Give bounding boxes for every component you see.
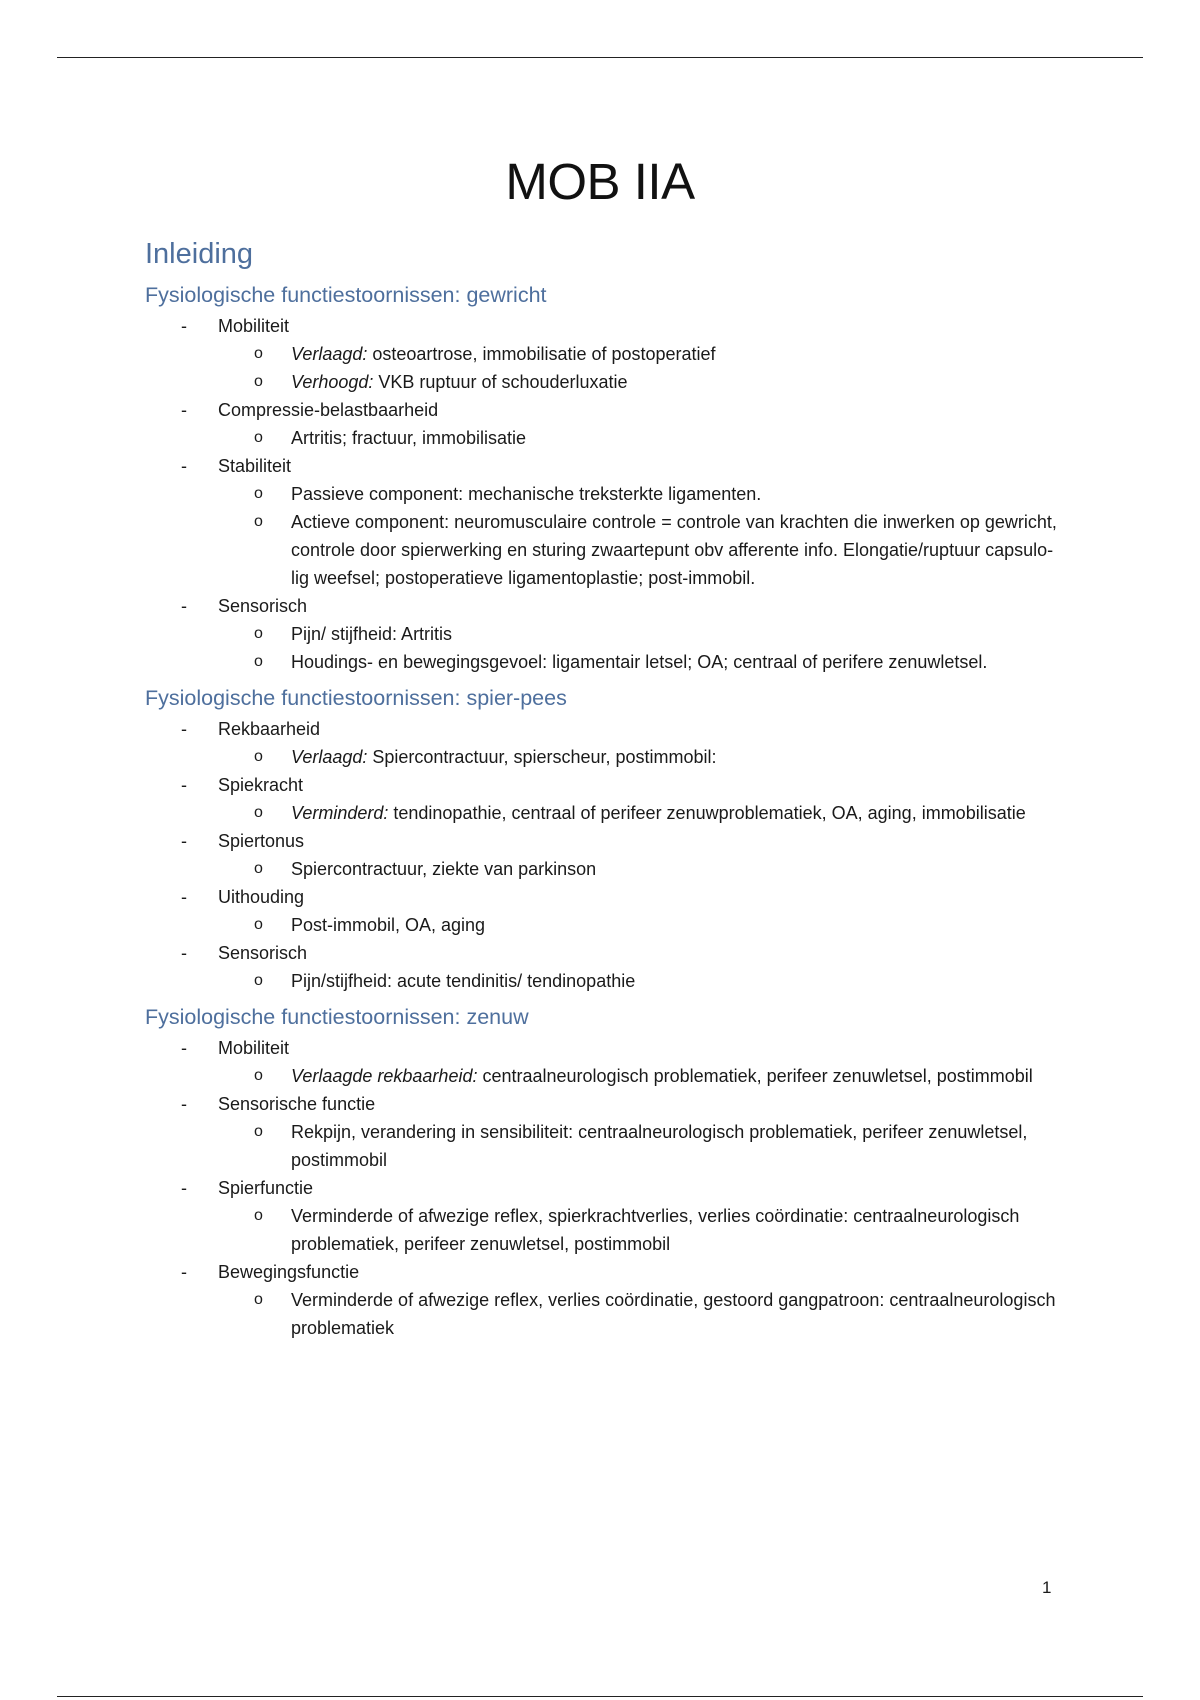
sub-list-item xyxy=(218,508,1065,592)
sub-list xyxy=(218,1202,1065,1258)
sub-list-item xyxy=(218,1202,1065,1258)
sub-item-text xyxy=(291,372,628,392)
sub-list-item xyxy=(218,799,1065,827)
list-item xyxy=(145,827,1065,883)
circle-bullet: o xyxy=(254,513,263,530)
sub-item-body: Spiercontractuur, spierscheur, postimmobil: xyxy=(367,747,717,767)
circle-bullet: o xyxy=(254,485,263,502)
sub-list-item xyxy=(218,967,1065,995)
sub-item-body: tendinopathie, centraal of perifeer zenuwproblematiek, OA, aging, immobilisatie xyxy=(388,803,1026,823)
circle-bullet: o xyxy=(254,916,263,933)
dash-bullet: - xyxy=(181,719,187,739)
circle-bullet: o xyxy=(254,1123,263,1140)
subsection-title: Fysiologische functiestoornissen: zenuw xyxy=(145,1005,529,1029)
list-item xyxy=(145,715,1065,771)
page-number: 1 xyxy=(1042,1578,1052,1597)
circle-bullet: o xyxy=(254,860,263,877)
sub-list xyxy=(218,1286,1065,1342)
list-item xyxy=(145,771,1065,827)
sub-item-body: Pijn/ stijfheid: Artritis xyxy=(291,624,453,644)
dash-bullet: - xyxy=(181,775,187,795)
subsection-title: Fysiologische functiestoornissen: gewricht xyxy=(145,283,547,307)
list-item-label: Uithouding xyxy=(218,887,305,907)
bullet-list xyxy=(145,312,1065,676)
sub-list xyxy=(218,1062,1065,1090)
dash-bullet: - xyxy=(181,1178,187,1198)
sub-item-body: Houdings- en bewegingsgevoel: ligamentair letsel; OA; centraal of perifere zenuwletsel. xyxy=(291,652,988,672)
sub-item-text xyxy=(291,915,485,935)
sub-list-item xyxy=(218,1062,1065,1090)
list-item xyxy=(145,939,1065,995)
list-item xyxy=(145,883,1065,939)
circle-bullet: o xyxy=(254,748,263,765)
list-item-label: Mobiliteit xyxy=(218,1038,290,1058)
sub-list xyxy=(218,911,1065,939)
dash-bullet: - xyxy=(181,1262,187,1282)
sub-item-body: Rekpijn, verandering in sensibiliteit: centraalneurologisch problematiek, perifeer zenuwletsel, postimmobil xyxy=(291,1122,1028,1170)
sub-item-text xyxy=(291,1066,1033,1086)
sub-item-body: Passieve component: mechanische treksterkte ligamenten. xyxy=(291,484,762,504)
emphasis-label: Verlaagde rekbaarheid: xyxy=(291,1066,478,1086)
sub-list-item xyxy=(218,648,1065,676)
sub-item-text xyxy=(291,747,717,767)
circle-bullet: o xyxy=(254,1067,263,1084)
list-item xyxy=(145,1174,1065,1258)
sub-item-body: Post-immobil, OA, aging xyxy=(291,915,486,935)
circle-bullet: o xyxy=(254,972,263,989)
subsection-title: Fysiologische functiestoornissen: spier-pees xyxy=(145,686,567,710)
dash-bullet: - xyxy=(181,316,187,336)
list-item xyxy=(145,452,1065,592)
sub-item-body: Spiercontractuur, ziekte van parkinson xyxy=(291,859,597,879)
sections-container xyxy=(145,283,1065,1342)
sub-item-body: Verminderde of afwezige reflex, verlies coördinatie, gestoord gangpatroon: centraalneurologisch problematiek xyxy=(291,1290,1056,1338)
emphasis-label: Verlaagd: xyxy=(291,747,368,767)
sub-list xyxy=(218,967,1065,995)
sub-list-item xyxy=(218,340,1065,368)
list-item-label: Sensorisch xyxy=(218,596,308,616)
sub-item-text xyxy=(291,859,596,879)
sub-item-body: Actieve component: neuromusculaire controle = controle van krachten die inwerken op gewricht, controle door spierwerking en sturing zwaartepunt obv afferente info. Elongatie/ruptuur capsulo-lig weefsel; postoperatieve ligamentoplastie; post-immobil. xyxy=(291,512,1057,588)
sub-item-text xyxy=(291,624,452,644)
list-item xyxy=(145,312,1065,396)
dash-bullet: - xyxy=(181,887,187,907)
list-item-label: Spierfunctie xyxy=(218,1178,314,1198)
sub-list-item xyxy=(218,620,1065,648)
sub-item-body: Artritis; fractuur, immobilisatie xyxy=(291,428,527,448)
sub-item-text xyxy=(291,512,1057,588)
sub-item-text xyxy=(291,971,635,991)
dash-bullet: - xyxy=(181,1038,187,1058)
sub-item-body: centraalneurologisch problematiek, perifeer zenuwletsel, postimmobil xyxy=(477,1066,1033,1086)
list-item-label: Bewegingsfunctie xyxy=(218,1262,360,1282)
sub-list-item xyxy=(218,911,1065,939)
circle-bullet: o xyxy=(254,345,263,362)
sub-item-body: Verminderde of afwezige reflex, spierkrachtverlies, verlies coördinatie: centraalneurologisch problematiek, perifeer zenuwletsel, postimmobil xyxy=(291,1206,1020,1254)
list-item xyxy=(145,592,1065,676)
document-title: MOB IIA xyxy=(505,153,695,210)
sub-list xyxy=(218,743,1065,771)
sub-list-item xyxy=(218,855,1065,883)
circle-bullet: o xyxy=(254,625,263,642)
bullet-list xyxy=(145,1034,1065,1342)
document-body xyxy=(145,238,1065,1352)
list-item-label: Mobiliteit xyxy=(218,316,290,336)
list-item-label: Rekbaarheid xyxy=(218,719,321,739)
sub-item-text xyxy=(291,1290,1055,1338)
sub-list xyxy=(218,340,1065,396)
list-item-label: Stabiliteit xyxy=(218,456,292,476)
dash-bullet: - xyxy=(181,1094,187,1114)
sub-list-item xyxy=(218,424,1065,452)
subsection xyxy=(145,1005,1065,1342)
list-item xyxy=(145,1258,1065,1342)
sub-item-text xyxy=(291,1206,1019,1254)
dash-bullet: - xyxy=(181,943,187,963)
subsection xyxy=(145,686,1065,995)
emphasis-label: Verlaagd: xyxy=(291,344,368,364)
sub-item-text xyxy=(291,652,987,672)
list-item-label: Spiertonus xyxy=(218,831,305,851)
dash-bullet: - xyxy=(181,400,187,420)
list-item xyxy=(145,396,1065,452)
list-item-label: Sensorisch xyxy=(218,943,308,963)
emphasis-label: Verhoogd: xyxy=(291,372,374,392)
sub-list xyxy=(218,620,1065,676)
circle-bullet: o xyxy=(254,373,263,390)
list-item xyxy=(145,1034,1065,1090)
sub-list-item xyxy=(218,743,1065,771)
circle-bullet: o xyxy=(254,804,263,821)
dash-bullet: - xyxy=(181,831,187,851)
sub-list xyxy=(218,424,1065,452)
sub-list-item xyxy=(218,480,1065,508)
subsection xyxy=(145,283,1065,676)
circle-bullet: o xyxy=(254,653,263,670)
sub-list xyxy=(218,1118,1065,1174)
sub-item-text xyxy=(291,428,526,448)
sub-list-item xyxy=(218,368,1065,396)
list-item-label: Compressie-belastbaarheid xyxy=(218,400,439,420)
sub-item-body: osteoartrose, immobilisatie of postoperatief xyxy=(367,344,716,364)
header-rule xyxy=(57,57,1143,58)
circle-bullet: o xyxy=(254,1291,263,1308)
list-item xyxy=(145,1090,1065,1174)
sub-list xyxy=(218,480,1065,592)
sub-item-text xyxy=(291,344,716,364)
section-heading: Inleiding xyxy=(145,238,254,270)
footer-rule xyxy=(57,1696,1143,1697)
sub-item-text xyxy=(291,803,1026,823)
dash-bullet: - xyxy=(181,596,187,616)
sub-list xyxy=(218,799,1065,827)
sub-list-item xyxy=(218,1118,1065,1174)
sub-list xyxy=(218,855,1065,883)
sub-item-text xyxy=(291,1122,1027,1170)
circle-bullet: o xyxy=(254,1207,263,1224)
sub-list-item xyxy=(218,1286,1065,1342)
emphasis-label: Verminderd: xyxy=(291,803,389,823)
list-item-label: Spiekracht xyxy=(218,775,304,795)
sub-item-body: Pijn/stijfheid: acute tendinitis/ tendinopathie xyxy=(291,971,636,991)
sub-item-body: VKB ruptuur of schouderluxatie xyxy=(373,372,628,392)
circle-bullet: o xyxy=(254,429,263,446)
bullet-list xyxy=(145,715,1065,995)
sub-item-text xyxy=(291,484,761,504)
list-item-label: Sensorische functie xyxy=(218,1094,376,1114)
dash-bullet: - xyxy=(181,456,187,476)
